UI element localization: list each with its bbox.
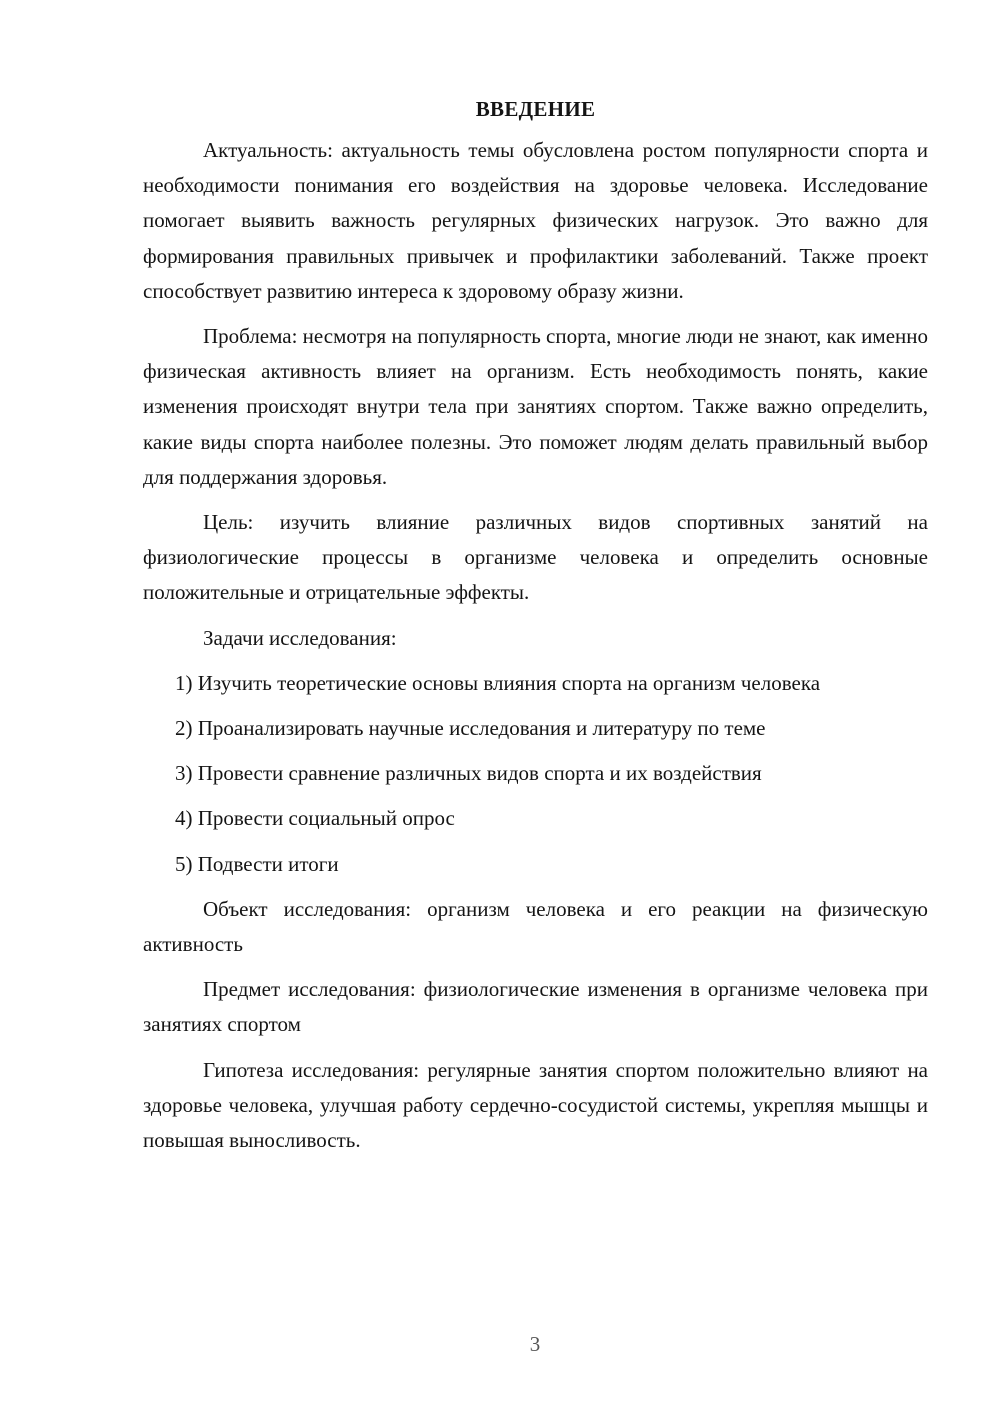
list-item: 4) Провести социальный опрос: [175, 806, 455, 831]
paragraph-subject: Предмет исследования: физиологические изменения в организме человека при занятиях спортом: [143, 977, 928, 1037]
list-item: 1) Изучить теоретические основы влияния спорта на организм человека: [175, 670, 821, 695]
document-body: [143, 92, 928, 1168]
paragraph-problem: Проблема: несмотря на популярность спорта, многие люди не знают, как именно физическая активность влияет на организм. Есть необходимость понять, какие изменения происходят внутри тела при занятиях спортом. Также важно определить, какие виды спорта наиболее полезны. Это поможет людям делать правильный выбор для поддержания здоровья.: [143, 324, 928, 489]
paragraph-relevance: Актуальность: актуальность темы обусловлена ростом популярности спорта и необходимости понимания его воздействия на здоровье человека. Исследование помогает выявить важность регулярных физических нагрузок. Это важно для формирования правильных привычек и профилактики заболеваний. Также проект способствует развитию интереса к здоровому образу жизни.: [143, 138, 928, 303]
list-item: 2) Проанализировать научные исследования и литературу по теме: [175, 716, 766, 741]
page-number: 3: [529, 1332, 541, 1356]
paragraph-tasks-heading: Задачи исследования:: [203, 625, 397, 650]
section-title: ВВЕДЕНИЕ: [475, 97, 596, 121]
paragraph-hypothesis: Гипотеза исследования: регулярные занятия спортом положительно влияют на здоровье человека, улучшая работу сердечно-сосудистой системы, укрепляя мышцы и повышая выносливость.: [143, 1057, 928, 1153]
list-item: 5) Подвести итоги: [175, 851, 339, 876]
paragraph-goal: Цель: изучить влияние различных видов спортивных занятий на физиологические процессы в организме человека и определить основные положительные и отрицательные эффекты.: [143, 510, 928, 605]
paragraph-object: Объект исследования: организм человека и его реакции на физическую активность: [143, 896, 928, 957]
tasks-list: [143, 666, 928, 882]
list-item: 3) Провести сравнение различных видов спорта и их воздействия: [175, 761, 762, 786]
